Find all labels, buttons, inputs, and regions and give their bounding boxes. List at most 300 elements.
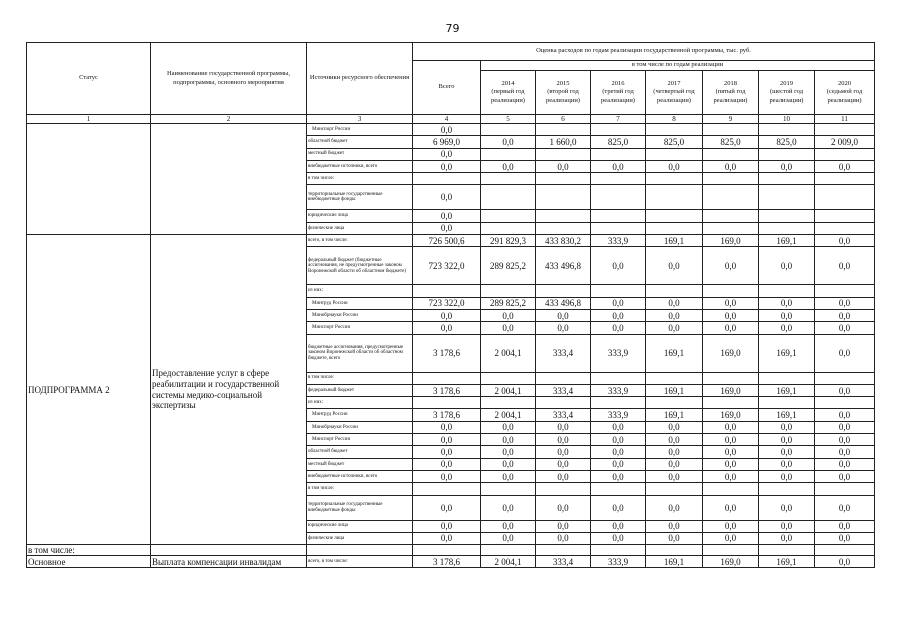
value-cell: 0,0 [646, 297, 703, 309]
value-cell [759, 173, 815, 185]
page-number: 79 [445, 22, 460, 35]
value-cell [759, 483, 815, 495]
value-cell [536, 372, 591, 384]
value-cell: 433 496,8 [536, 297, 591, 309]
value-cell: 825,0 [703, 136, 759, 148]
value-cell [703, 185, 759, 210]
value-cell [703, 397, 759, 409]
subprogram-name: Предоставление услуг в сфере реабилитации и государственной системы медико-социальной экспертизы [151, 235, 307, 545]
value-cell: 0,0 [646, 309, 703, 321]
source-cell: всего, в том числе: [307, 235, 413, 247]
value-cell: 0,0 [646, 434, 703, 446]
value-cell: 0,0 [646, 446, 703, 458]
value-cell: 0,0 [481, 470, 536, 482]
value-cell: 0,0 [536, 322, 591, 334]
value-cell: 0,0 [759, 421, 815, 433]
value-cell [536, 222, 591, 234]
value-cell [481, 173, 536, 185]
value-cell: 0,0 [481, 434, 536, 446]
value-cell [703, 545, 759, 556]
column-number: 10 [759, 115, 815, 124]
value-cell [591, 222, 646, 234]
value-cell [646, 483, 703, 495]
source-cell: бюджетные ассигнования, предусмотренные законом Воронежской области об областном бюджете, всего [307, 334, 413, 372]
value-cell [815, 148, 875, 160]
value-cell: 0,0 [413, 309, 481, 321]
value-cell [759, 372, 815, 384]
header-year: 2016 [611, 80, 625, 88]
value-cell: 0,0 [815, 532, 875, 544]
value-cell [703, 222, 759, 234]
value-cell: 0,0 [413, 520, 481, 532]
value-cell: 0,0 [759, 434, 815, 446]
value-cell: 0,0 [759, 160, 815, 172]
value-cell: 0,0 [703, 297, 759, 309]
value-cell: 0,0 [703, 458, 759, 470]
program-name-cell: Выплата компенсации инвалидам [151, 556, 307, 568]
value-cell: 0,0 [815, 520, 875, 532]
value-cell: 0,0 [646, 470, 703, 482]
value-cell [646, 210, 703, 222]
value-cell [536, 148, 591, 160]
source-cell: юридические лица [307, 520, 413, 532]
value-cell: 169,1 [646, 334, 703, 372]
value-cell [591, 185, 646, 210]
source-cell: из них: [307, 285, 413, 297]
status-cell: Основное [27, 556, 151, 568]
value-cell [591, 210, 646, 222]
value-cell: 0,0 [591, 322, 646, 334]
value-cell: 0,0 [646, 322, 703, 334]
value-cell [481, 545, 536, 556]
value-cell [591, 397, 646, 409]
value-cell [413, 545, 481, 556]
source-cell: юридические лица [307, 210, 413, 222]
value-cell [481, 148, 536, 160]
value-cell: 0,0 [413, 421, 481, 433]
value-cell [646, 124, 703, 136]
header-year: 2015 [556, 80, 570, 88]
value-cell: 0,0 [815, 495, 875, 520]
value-cell: 0,0 [703, 495, 759, 520]
source-cell: Минспорт России [307, 322, 413, 334]
value-cell [815, 124, 875, 136]
value-cell: 0,0 [759, 297, 815, 309]
value-cell: 0,0 [536, 458, 591, 470]
value-cell: 0,0 [646, 421, 703, 433]
value-cell: 169,1 [759, 409, 815, 421]
value-cell: 0,0 [646, 532, 703, 544]
source-cell: из них: [307, 397, 413, 409]
header-by-years: в том числе по годам реализации [481, 61, 875, 71]
value-cell: 0,0 [413, 148, 481, 160]
source-cell: территориальные государственные внебюджетные фонды [307, 495, 413, 520]
value-cell [815, 372, 875, 384]
value-cell [536, 397, 591, 409]
value-cell: 0,0 [591, 297, 646, 309]
header-year-cell [815, 71, 875, 115]
value-cell: 433 830,2 [536, 235, 591, 247]
value-cell: 169,0 [703, 409, 759, 421]
value-cell: 0,0 [413, 495, 481, 520]
header-year: 2014 [501, 80, 515, 88]
expense-table [26, 42, 875, 568]
value-cell: 169,1 [646, 556, 703, 568]
value-cell [815, 483, 875, 495]
source-cell: Минобрнауки России [307, 421, 413, 433]
value-cell: 433 496,8 [536, 247, 591, 285]
value-cell: 0,0 [591, 532, 646, 544]
value-cell: 0,0 [815, 556, 875, 568]
value-cell: 333,9 [591, 556, 646, 568]
value-cell: 0,0 [703, 421, 759, 433]
value-cell [536, 210, 591, 222]
value-cell: 0,0 [646, 495, 703, 520]
source-cell: федеральный бюджет [307, 384, 413, 396]
value-cell: 0,0 [703, 322, 759, 334]
value-cell: 0,0 [413, 210, 481, 222]
value-cell: 0,0 [591, 434, 646, 446]
value-cell [591, 285, 646, 297]
value-cell [759, 545, 815, 556]
value-cell: 333,4 [536, 556, 591, 568]
value-cell [591, 372, 646, 384]
value-cell: 289 825,2 [481, 297, 536, 309]
header-year-label: (четвертый год реализации) [653, 88, 695, 104]
value-cell: 0,0 [536, 470, 591, 482]
source-cell: областной бюджет [307, 136, 413, 148]
column-number: 4 [413, 115, 481, 124]
value-cell: 333,9 [591, 235, 646, 247]
value-cell: 0,0 [481, 495, 536, 520]
value-cell: 0,0 [413, 458, 481, 470]
header-status: Статус [27, 43, 151, 115]
column-number: 3 [307, 115, 413, 124]
value-cell: 0,0 [591, 309, 646, 321]
column-number: 1 [27, 115, 151, 124]
value-cell: 0,0 [759, 247, 815, 285]
value-cell: 723 322,0 [413, 247, 481, 285]
value-cell [646, 397, 703, 409]
source-cell: физические лица [307, 222, 413, 234]
header-year: 2020 [838, 80, 852, 88]
value-cell: 333,9 [591, 334, 646, 372]
value-cell: 0,0 [759, 446, 815, 458]
value-cell: 0,0 [413, 124, 481, 136]
value-cell: 169,1 [759, 235, 815, 247]
header-year-label: (пятый год реализации) [713, 88, 748, 104]
value-cell: 0,0 [413, 532, 481, 544]
value-cell: 2 004,1 [481, 384, 536, 396]
value-cell [703, 483, 759, 495]
value-cell [481, 210, 536, 222]
value-cell: 0,0 [591, 458, 646, 470]
value-cell: 0,0 [591, 470, 646, 482]
value-cell [591, 483, 646, 495]
column-number: 5 [481, 115, 536, 124]
value-cell [413, 285, 481, 297]
value-cell [536, 285, 591, 297]
value-cell [646, 285, 703, 297]
header-year-cell [591, 71, 646, 115]
value-cell: 0,0 [815, 470, 875, 482]
value-cell: 169,1 [646, 235, 703, 247]
source-cell: физические лица [307, 532, 413, 544]
value-cell [481, 372, 536, 384]
value-cell: 333,4 [536, 334, 591, 372]
value-cell: 0,0 [481, 520, 536, 532]
header-year-cell [646, 71, 703, 115]
value-cell [591, 148, 646, 160]
value-cell: 0,0 [536, 160, 591, 172]
value-cell: 0,0 [413, 185, 481, 210]
value-cell: 825,0 [591, 136, 646, 148]
value-cell: 723 322,0 [413, 297, 481, 309]
value-cell: 0,0 [703, 446, 759, 458]
value-cell [646, 545, 703, 556]
value-cell [481, 285, 536, 297]
source-cell: местный бюджет [307, 458, 413, 470]
value-cell: 0,0 [591, 421, 646, 433]
value-cell [536, 173, 591, 185]
value-cell: 0,0 [413, 222, 481, 234]
value-cell: 0,0 [591, 247, 646, 285]
source-cell: Минспорт России [307, 124, 413, 136]
source-cell: Минобрнауки России [307, 309, 413, 321]
value-cell [591, 124, 646, 136]
value-cell [703, 148, 759, 160]
value-cell: 0,0 [815, 446, 875, 458]
value-cell: 169,1 [759, 334, 815, 372]
value-cell: 0,0 [591, 160, 646, 172]
value-cell: 2 009,0 [815, 136, 875, 148]
value-cell: 0,0 [646, 247, 703, 285]
value-cell: 2 004,1 [481, 334, 536, 372]
value-cell [815, 222, 875, 234]
value-cell: 169,0 [703, 334, 759, 372]
value-cell: 0,0 [703, 434, 759, 446]
value-cell: 169,0 [703, 384, 759, 396]
value-cell [646, 372, 703, 384]
value-cell: 333,4 [536, 384, 591, 396]
value-cell [815, 185, 875, 210]
column-number: 8 [646, 115, 703, 124]
value-cell: 169,1 [759, 384, 815, 396]
value-cell: 2 004,1 [481, 409, 536, 421]
value-cell [759, 124, 815, 136]
value-cell: 0,0 [413, 470, 481, 482]
source-cell: всего, в том числе: [307, 556, 413, 568]
value-cell [413, 397, 481, 409]
value-cell [591, 545, 646, 556]
header-year: 2018 [724, 80, 737, 88]
source-cell: в том числе: [307, 483, 413, 495]
value-cell: 0,0 [703, 470, 759, 482]
value-cell [591, 173, 646, 185]
value-cell [703, 210, 759, 222]
including-label: в том числе: [27, 545, 151, 556]
value-cell [646, 173, 703, 185]
header-year: 2017 [667, 80, 681, 88]
value-cell [481, 222, 536, 234]
value-cell [646, 185, 703, 210]
value-cell [646, 222, 703, 234]
value-cell [759, 210, 815, 222]
table-row [27, 235, 875, 247]
value-cell [759, 397, 815, 409]
source-cell: областной бюджет [307, 446, 413, 458]
value-cell: 0,0 [703, 247, 759, 285]
header-year-label: (первый год реализации) [491, 88, 525, 104]
value-cell: 333,4 [536, 409, 591, 421]
source-cell: Минтруд России [307, 297, 413, 309]
value-cell [307, 545, 413, 556]
value-cell [815, 545, 875, 556]
value-cell: 0,0 [759, 458, 815, 470]
value-cell: 0,0 [536, 495, 591, 520]
value-cell [703, 124, 759, 136]
value-cell [481, 124, 536, 136]
header-total: Всего [413, 61, 481, 115]
value-cell: 825,0 [759, 136, 815, 148]
value-cell: 289 825,2 [481, 247, 536, 285]
value-cell: 0,0 [413, 434, 481, 446]
program-name-cell [151, 124, 307, 235]
value-cell: 0,0 [481, 458, 536, 470]
header-program-name: Наименование государственной программы, подпрограммы, основного мероприятия [151, 43, 307, 115]
value-cell: 0,0 [815, 421, 875, 433]
value-cell: 3 178,6 [413, 409, 481, 421]
value-cell: 0,0 [815, 247, 875, 285]
value-cell: 0,0 [481, 160, 536, 172]
table-row [27, 556, 875, 568]
value-cell: 6 969,0 [413, 136, 481, 148]
value-cell: 3 178,6 [413, 556, 481, 568]
value-cell: 0,0 [413, 160, 481, 172]
value-cell [703, 285, 759, 297]
value-cell: 825,0 [646, 136, 703, 148]
value-cell: 333,9 [591, 384, 646, 396]
header-year-label: (шестой год реализации) [769, 88, 804, 104]
value-cell [703, 372, 759, 384]
value-cell: 0,0 [481, 322, 536, 334]
value-cell [413, 483, 481, 495]
column-number: 6 [536, 115, 591, 124]
value-cell: 726 500,6 [413, 235, 481, 247]
value-cell: 0,0 [536, 532, 591, 544]
value-cell [759, 285, 815, 297]
value-cell: 0,0 [413, 446, 481, 458]
value-cell [413, 173, 481, 185]
value-cell: 291 829,3 [481, 235, 536, 247]
value-cell: 0,0 [646, 520, 703, 532]
value-cell: 0,0 [759, 322, 815, 334]
source-cell: внебюджетные источники, всего [307, 470, 413, 482]
source-cell: внебюджетные источники, всего [307, 160, 413, 172]
value-cell: 0,0 [481, 532, 536, 544]
value-cell: 0,0 [815, 409, 875, 421]
table-row [27, 545, 875, 556]
value-cell [646, 148, 703, 160]
source-cell: местный бюджет [307, 148, 413, 160]
header-year-cell [536, 71, 591, 115]
value-cell [536, 545, 591, 556]
value-cell [481, 185, 536, 210]
value-cell: 169,1 [646, 409, 703, 421]
value-cell [815, 173, 875, 185]
subprogram-status: ПОДПРОГРАММА 2 [27, 235, 151, 545]
value-cell [536, 483, 591, 495]
value-cell: 169,1 [759, 556, 815, 568]
value-cell: 0,0 [703, 309, 759, 321]
value-cell: 2 004,1 [481, 556, 536, 568]
value-cell [815, 210, 875, 222]
value-cell: 0,0 [413, 322, 481, 334]
value-cell: 0,0 [703, 520, 759, 532]
value-cell: 0,0 [815, 458, 875, 470]
value-cell: 0,0 [703, 160, 759, 172]
source-cell: федеральный бюджет (бюджетные ассигнования, не предусмотренные законом Воронежской области об областном бюджете) [307, 247, 413, 285]
source-cell: в том числе: [307, 173, 413, 185]
value-cell: 0,0 [815, 235, 875, 247]
value-cell: 0,0 [591, 520, 646, 532]
value-cell [536, 124, 591, 136]
value-cell [151, 545, 307, 556]
value-cell: 0,0 [815, 384, 875, 396]
column-number: 2 [151, 115, 307, 124]
header-estimate: Оценка расходов по годам реализации государственной программы, тыс. руб. [413, 43, 875, 61]
value-cell: 0,0 [646, 458, 703, 470]
value-cell: 333,9 [591, 409, 646, 421]
value-cell [703, 173, 759, 185]
value-cell: 0,0 [536, 421, 591, 433]
value-cell: 0,0 [481, 309, 536, 321]
header-year-label: (седьмой год реализации) [826, 88, 863, 104]
value-cell: 0,0 [815, 434, 875, 446]
value-cell: 0,0 [759, 532, 815, 544]
header-year-cell [703, 71, 759, 115]
value-cell [815, 397, 875, 409]
value-cell: 169,1 [646, 384, 703, 396]
value-cell: 169,0 [703, 235, 759, 247]
value-cell: 1 660,0 [536, 136, 591, 148]
value-cell: 0,0 [536, 446, 591, 458]
header-sources: Источники ресурсного обеспечения [307, 43, 413, 115]
value-cell: 3 178,6 [413, 384, 481, 396]
column-number: 9 [703, 115, 759, 124]
value-cell: 0,0 [536, 309, 591, 321]
value-cell: 0,0 [481, 136, 536, 148]
source-cell: Минтруд России [307, 409, 413, 421]
value-cell [536, 185, 591, 210]
value-cell: 0,0 [815, 297, 875, 309]
value-cell [481, 483, 536, 495]
source-cell: в том числе: [307, 372, 413, 384]
value-cell [759, 148, 815, 160]
value-cell: 0,0 [759, 495, 815, 520]
value-cell: 0,0 [815, 160, 875, 172]
header-year-cell [481, 71, 536, 115]
value-cell [759, 185, 815, 210]
table-row [27, 124, 875, 136]
value-cell [759, 222, 815, 234]
header-year-cell [759, 71, 815, 115]
value-cell: 0,0 [536, 520, 591, 532]
value-cell: 0,0 [646, 160, 703, 172]
value-cell: 0,0 [591, 446, 646, 458]
column-number: 11 [815, 115, 875, 124]
value-cell: 0,0 [759, 470, 815, 482]
